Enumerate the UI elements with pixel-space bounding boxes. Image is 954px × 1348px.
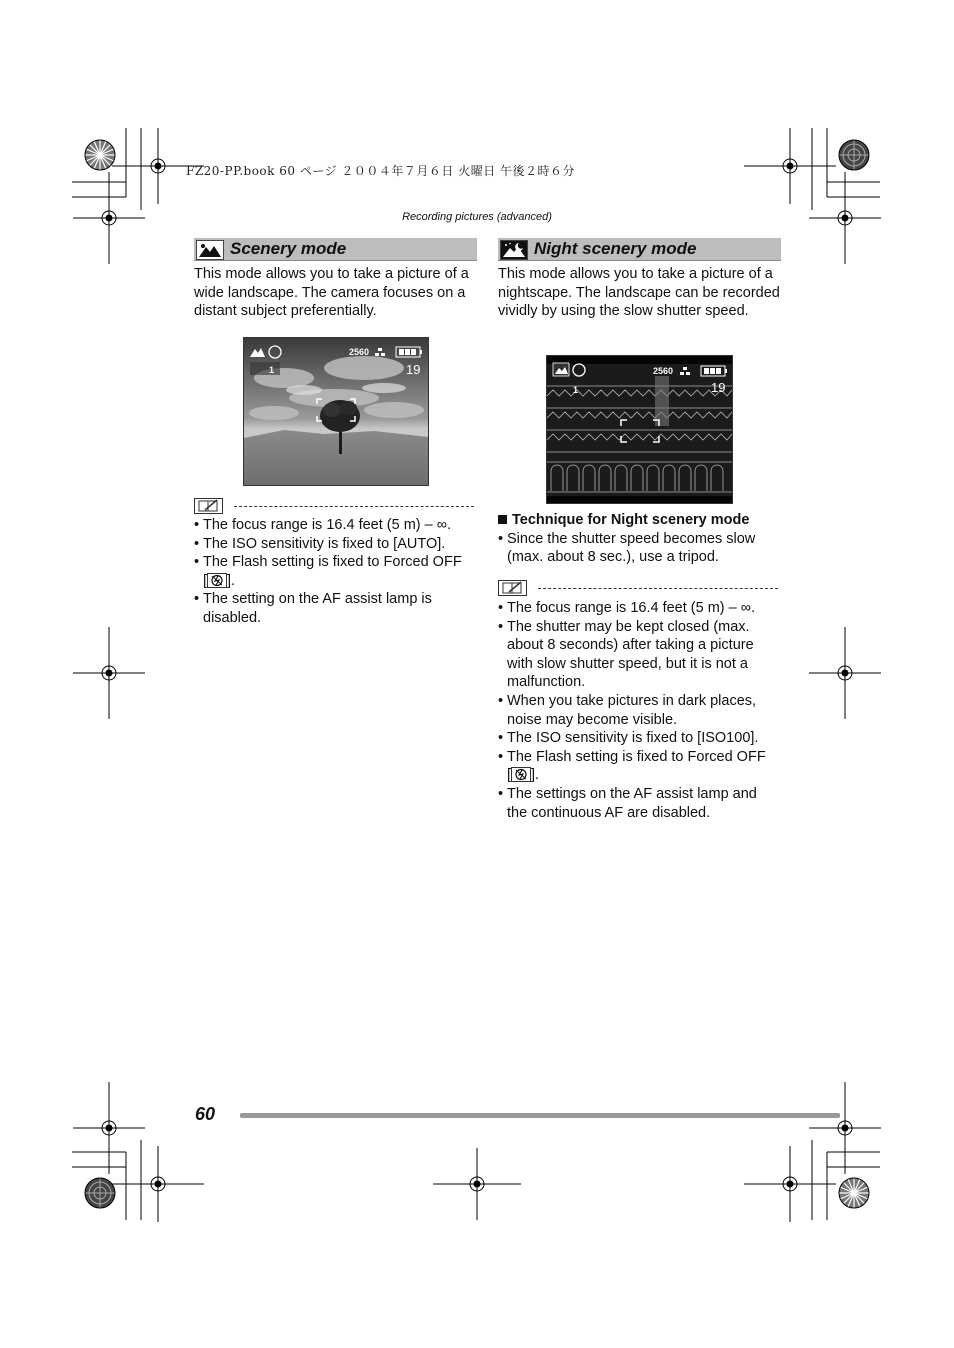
remaining-shots: 19 (406, 362, 421, 377)
list-item: • The setting on the AF assist lamp is disabled. (194, 590, 479, 627)
page-number: 60 (195, 1104, 216, 1124)
remaining-shots: 19 (711, 380, 726, 395)
flash-off-icon (207, 573, 227, 588)
flash-off-icon (511, 767, 531, 782)
stabilizer-label: 1 (269, 365, 275, 375)
list-item: • Since the shutter speed becomes slow (max. about 8 sec.), use a tripod. (498, 530, 783, 567)
note-memo-icon (498, 580, 527, 596)
scenery-mode-heading (194, 238, 477, 261)
running-head: Recording pictures (advanced) (402, 211, 552, 223)
page-rule (240, 1113, 840, 1118)
section-title: Scenery mode (230, 239, 347, 258)
list-item: • The focus range is 16.4 feet (5 m) – ∞. (194, 516, 479, 535)
scenery-lcd-screen (243, 337, 429, 486)
list-item: • The ISO sensitivity is fixed to [ISO100]. (498, 729, 773, 748)
list-item: • The ISO sensitivity is fixed to [AUTO]. (194, 535, 479, 554)
technique-heading: Technique for Night scenery mode (498, 511, 783, 530)
list-item: • The Flash setting is fixed to Forced OFF [ ]. (498, 748, 773, 785)
square-bullet-icon (498, 515, 507, 524)
note-bar (498, 580, 783, 596)
night-intro: This mode allows you to take a picture of a nightscape. The landscape can be recorded vividly by using the slow shutter speed. (498, 266, 780, 320)
resolution-label: 2560 (349, 347, 370, 357)
stabilizer-label: 1 (573, 385, 579, 395)
scenery-mountain-icon (196, 240, 224, 260)
note-bar (194, 498, 479, 514)
night-lcd-screen (546, 355, 733, 504)
list-item: • When you take pictures in dark places, noise may become visible. (498, 692, 773, 729)
list-item-text: The Flash setting is fixed to Forced OFF (507, 748, 766, 765)
scenery-notes (194, 516, 479, 628)
list-item: • The Flash setting is fixed to Forced OFF [ ]. (194, 553, 479, 590)
book-info-line: FZ20-PP.book 60 ページ ２００４年７月６日 火曜日 午後２時６分 (186, 164, 576, 178)
night-notes (498, 599, 773, 822)
note-memo-icon (194, 498, 223, 514)
section-title: Night scenery mode (534, 239, 697, 258)
night-building-photo (547, 356, 732, 503)
list-item: • The settings on the AF assist lamp and the continuous AF are disabled. (498, 785, 773, 822)
list-item-text: The Flash setting is fixed to Forced OFF (203, 554, 462, 571)
night-scenery-mode-heading (498, 238, 781, 261)
scenery-intro: This mode allows you to take a picture of a wide landscape. The camera focuses on a distant subject preferentially. (194, 266, 469, 320)
list-item: • The shutter may be kept closed (max. about 8 seconds) after taking a picture with slow shutter speed, but it is not a malfunction. (498, 618, 773, 692)
technique-block (498, 511, 783, 567)
resolution-label: 2560 (653, 366, 674, 376)
list-item: • The focus range is 16.4 feet (5 m) – ∞. (498, 599, 773, 618)
night-scenery-icon (500, 240, 528, 260)
scenery-photo (244, 338, 428, 485)
